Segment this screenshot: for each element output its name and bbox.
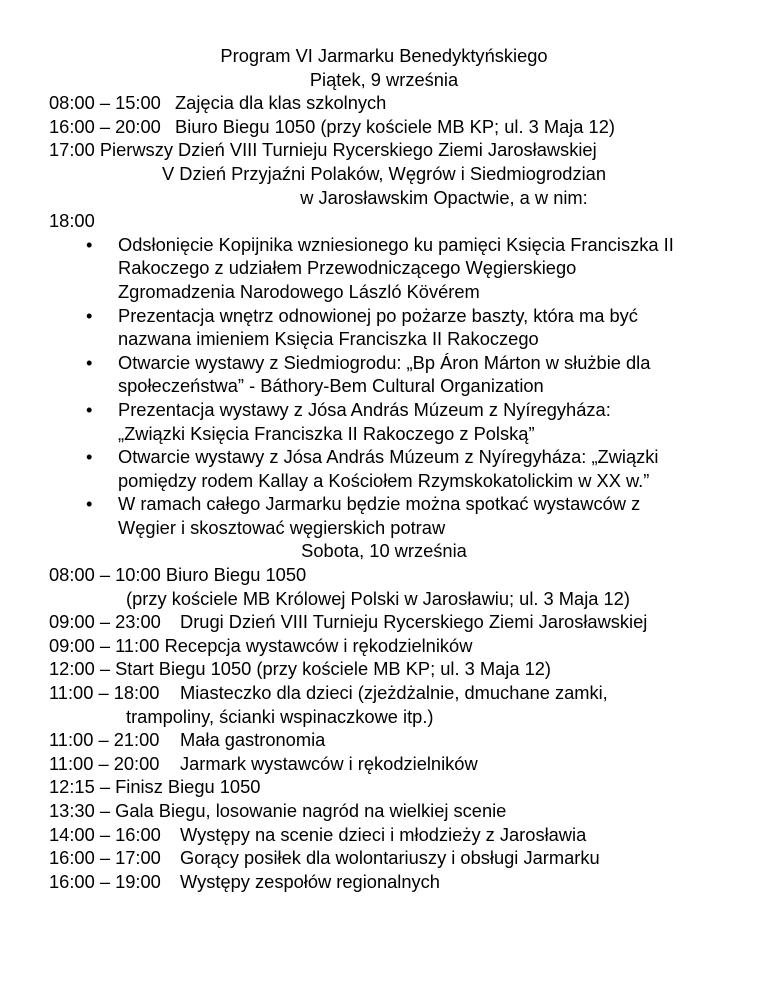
time: 17:00 xyxy=(49,139,95,161)
list-item-text: Prezentacja wnętrz odnowionej po pożarze baszty, która ma być xyxy=(118,304,638,326)
time: 16:00 – 19:00 xyxy=(49,870,161,892)
list-item xyxy=(0,445,768,469)
document xyxy=(0,44,768,893)
schedule-row xyxy=(0,775,768,799)
time: 09:00 – 23:00 xyxy=(49,611,161,633)
bullet-icon: • xyxy=(86,304,93,326)
schedule-row xyxy=(0,115,768,139)
event: Gorący posiłek dla wolontariuszy i obsługi Jarmarku xyxy=(180,847,600,869)
time: 16:00 – 17:00 xyxy=(49,847,161,869)
schedule-row xyxy=(0,846,768,870)
bullet-icon: • xyxy=(86,398,93,420)
event: Mała gastronomia xyxy=(180,729,326,751)
time: 11:00 – 21:00 xyxy=(49,729,160,751)
list-item xyxy=(0,351,768,375)
time: 09:00 – 11:00 xyxy=(49,634,160,656)
subheading: V Dzień Przyjaźni Polaków, Węgrów i Siedmiogrodzian xyxy=(161,162,607,184)
schedule-row xyxy=(0,752,768,776)
list-item-text: Odsłonięcie Kopijnika wzniesionego ku pamięci Księcia Franciszka II xyxy=(118,233,674,255)
list-item-text: Otwarcie wystawy z Siedmiogrodu: „Bp Áron Márton w służbie dla xyxy=(118,351,651,373)
schedule-row xyxy=(0,681,768,705)
event: Występy na scenie dzieci i młodzieży z Jarosławia xyxy=(180,823,587,845)
list-item-text: „Związki Księcia Franciszka II Rakoczego z Polską” xyxy=(118,422,535,444)
list-item-text: pomiędzy rodem Kallay a Kościołem Rzymskokatolickim w XX w.” xyxy=(118,469,650,491)
schedule-row xyxy=(0,634,768,658)
event: Miasteczko dla dzieci (zjeżdżalnie, dmuchane zamki, xyxy=(180,682,608,704)
list-item-text: W ramach całego Jarmarku będzie można spotkać wystawców z xyxy=(118,493,641,515)
time: 12:15 – xyxy=(49,776,110,798)
schedule-row xyxy=(0,657,768,681)
event: Pierwszy Dzień VIII Turnieju Rycerskiego Ziemi Jarosławskiej xyxy=(99,139,597,161)
time: 16:00 – 20:00 xyxy=(49,115,161,137)
list-item-text: Zgromadzenia Narodowego László Kövérem xyxy=(118,280,480,302)
list-item-text: Węgier i skosztować węgierskich potraw xyxy=(118,516,446,538)
event: Biuro Biegu 1050 xyxy=(165,564,307,586)
list-item-text: nazwana imieniem Księcia Franciszka II Rakoczego xyxy=(118,328,539,350)
event: Gala Biegu, losowanie nagród na wielkiej scenie xyxy=(115,800,507,821)
list-item-text: Otwarcie wystawy z Jósa András Múzeum z Nyíregyháza: „Związki xyxy=(118,446,659,468)
bullet-icon: • xyxy=(86,233,93,255)
schedule-row xyxy=(0,823,768,847)
friday-heading: Piątek, 9 września xyxy=(309,68,459,90)
time: 12:00 – xyxy=(49,658,110,680)
event: Recepcja wystawców i rękodzielników xyxy=(164,634,473,656)
event: Występy zespołów regionalnych xyxy=(180,870,440,892)
time: 08:00 – 10:00 xyxy=(49,564,161,586)
schedule-row-continuation: (przy kościele MB Królowej Polski w Jarosławiu; ul. 3 Maja 12) xyxy=(126,587,630,609)
evening-time: 18:00 xyxy=(49,210,95,232)
list-item xyxy=(0,492,768,516)
bullet-icon: • xyxy=(86,351,93,373)
list-item-text: społeczeństwa” - Báthory-Bem Cultural Organization xyxy=(118,375,544,397)
time: 11:00 – 18:00 xyxy=(49,682,160,704)
event: Start Biegu 1050 (przy kościele MB KP; ul. 3 Maja 12) xyxy=(115,658,551,680)
list-item-text: Rakoczego z udziałem Przewodniczącego Węgierskiego xyxy=(118,257,577,279)
bullet-icon: • xyxy=(86,446,93,468)
bullet-icon: • xyxy=(86,493,93,515)
saturday-heading: Sobota, 10 września xyxy=(301,540,467,562)
schedule-row xyxy=(0,610,768,634)
event: Drugi Dzień VIII Turnieju Rycerskiego Ziemi Jarosławskiej xyxy=(180,611,648,633)
time: 11:00 – 20:00 xyxy=(49,752,160,774)
event: Biuro Biegu 1050 (przy kościele MB KP; ul. 3 Maja 12) xyxy=(175,115,615,137)
schedule-row xyxy=(0,870,768,894)
schedule-row xyxy=(0,563,768,587)
event: Finisz Biegu 1050 xyxy=(115,776,261,798)
subheading: w Jarosławskim Opactwie, a w nim: xyxy=(300,186,588,208)
time: 14:00 – 16:00 xyxy=(49,823,161,845)
event: Jarmark wystawców i rękodzielników xyxy=(180,752,478,774)
schedule-row xyxy=(0,138,768,162)
schedule-row xyxy=(0,728,768,752)
event: Zajęcia dla klas szkolnych xyxy=(175,92,387,114)
document-title: Program VI Jarmarku Benedyktyńskiego xyxy=(220,45,548,66)
time: 08:00 – 15:00 xyxy=(49,92,161,114)
schedule-row xyxy=(0,799,768,823)
list-item-text: Prezentacja wystawy z Jósa András Múzeum z Nyíregyháza: xyxy=(118,398,611,420)
time: 13:30 – xyxy=(49,800,110,821)
list-item xyxy=(0,398,768,422)
list-item xyxy=(0,304,768,328)
schedule-row-continuation: trampoliny, ścianki wspinaczkowe itp.) xyxy=(126,705,434,727)
list-item xyxy=(0,233,768,257)
schedule-row xyxy=(0,91,768,115)
